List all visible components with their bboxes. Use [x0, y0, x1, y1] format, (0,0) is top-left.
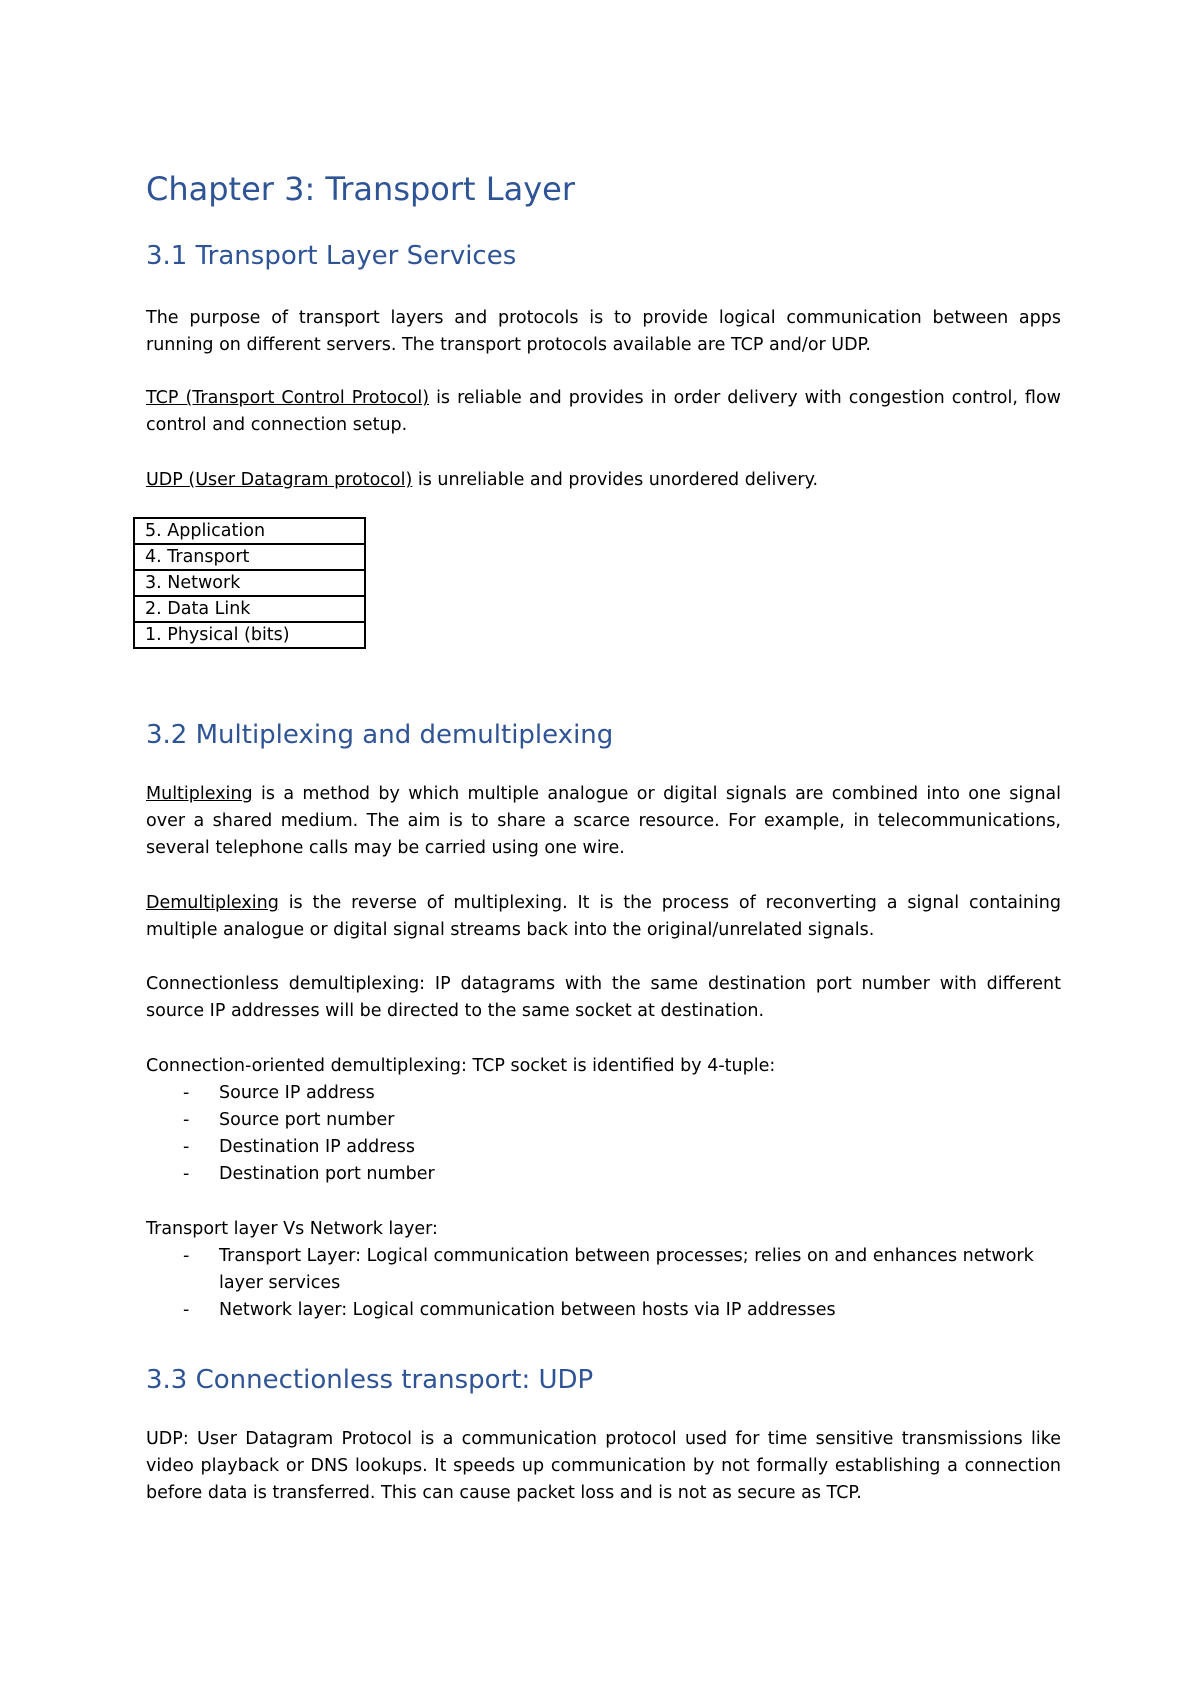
layer-cell: 2. Data Link	[134, 596, 365, 622]
section-heading-3-2: 3.2 Multiplexing and demultiplexing	[146, 720, 614, 750]
demultiplexing-paragraph	[146, 890, 1061, 944]
layer-table	[133, 517, 366, 649]
list-item-text: Network layer: Logical communication between hosts via IP addresses	[219, 1300, 836, 1320]
dash-bullet: -	[183, 1137, 190, 1157]
layer-cell: 1. Physical (bits)	[134, 622, 365, 648]
dash-bullet: -	[183, 1300, 190, 1320]
dash-bullet: -	[183, 1110, 190, 1130]
table-row	[134, 622, 365, 648]
list-item-text: Source IP address	[219, 1083, 375, 1103]
tcp-paragraph	[146, 385, 1061, 439]
table-row	[134, 544, 365, 570]
dash-bullet: -	[183, 1164, 190, 1184]
list-item	[146, 1080, 1066, 1107]
chapter-title: Chapter 3: Transport Layer	[146, 170, 575, 208]
connection-oriented-paragraph: Connection-oriented demultiplexing: TCP socket is identified by 4-tuple:	[146, 1056, 776, 1076]
udp-paragraph	[146, 467, 1061, 494]
list-item-text: Transport Layer: Logical communication between processes; relies on and enhances network layer services	[219, 1246, 1034, 1293]
table-row	[134, 570, 365, 596]
demultiplexing-description: is the reverse of multiplexing. It is the process of reconverting a signal containing multiple analogue or digital signal streams back into the original/unrelated signals.	[146, 893, 1061, 940]
layer-cell: 4. Transport	[134, 544, 365, 570]
vs-title: Transport layer Vs Network layer:	[146, 1219, 438, 1239]
udp-description: is unreliable and provides unordered delivery.	[412, 470, 819, 490]
section-heading-3-1: 3.1 Transport Layer Services	[146, 241, 517, 271]
section-heading-3-3: 3.3 Connectionless transport: UDP	[146, 1365, 594, 1395]
demultiplexing-term: Demultiplexing	[146, 893, 279, 913]
layer-cell: 5. Application	[134, 518, 365, 544]
transport-purpose-paragraph: The purpose of transport layers and protocols is to provide logical communication between apps running on different servers. The transport protocols available are TCP and/or UDP.	[146, 308, 1061, 355]
list-item	[146, 1243, 1066, 1297]
list-item	[146, 1134, 1066, 1161]
udp-term: UDP (User Datagram protocol)	[146, 470, 413, 490]
multiplexing-term: Multiplexing	[146, 784, 253, 804]
connectionless-paragraph: Connectionless demultiplexing: IP datagrams with the same destination port number with different source IP addresses will be directed to the same socket at destination.	[146, 974, 1061, 1021]
layer-cell: 3. Network	[134, 570, 365, 596]
multiplexing-paragraph	[146, 781, 1061, 862]
list-item-text: Destination port number	[219, 1164, 435, 1184]
dash-bullet: -	[183, 1083, 190, 1103]
table-row	[134, 596, 365, 622]
list-item	[146, 1297, 1066, 1324]
multiplexing-description: is a method by which multiple analogue or digital signals are combined into one signal over a shared medium. The aim is to share a scarce resource. For example, in telecommunications, several telephone calls may be carried using one wire.	[146, 784, 1061, 858]
list-item	[146, 1107, 1066, 1134]
tcp-term: TCP (Transport Control Protocol)	[146, 388, 430, 408]
dash-bullet: -	[183, 1246, 190, 1266]
list-item-text: Source port number	[219, 1110, 395, 1130]
udp-protocol-paragraph: UDP: User Datagram Protocol is a communication protocol used for time sensitive transmissions like video playback or DNS lookups. It speeds up communication by not formally establishing a connection before data is transferred. This can cause packet loss and is not as secure as TCP.	[146, 1429, 1061, 1503]
list-item	[146, 1161, 1066, 1188]
tuple-list	[146, 1080, 1066, 1188]
table-row	[134, 518, 365, 544]
vs-list	[146, 1243, 1066, 1324]
list-item-text: Destination IP address	[219, 1137, 416, 1157]
tcp-description: is reliable and provides in order delivery with congestion control, flow control and connection setup.	[146, 388, 1061, 435]
